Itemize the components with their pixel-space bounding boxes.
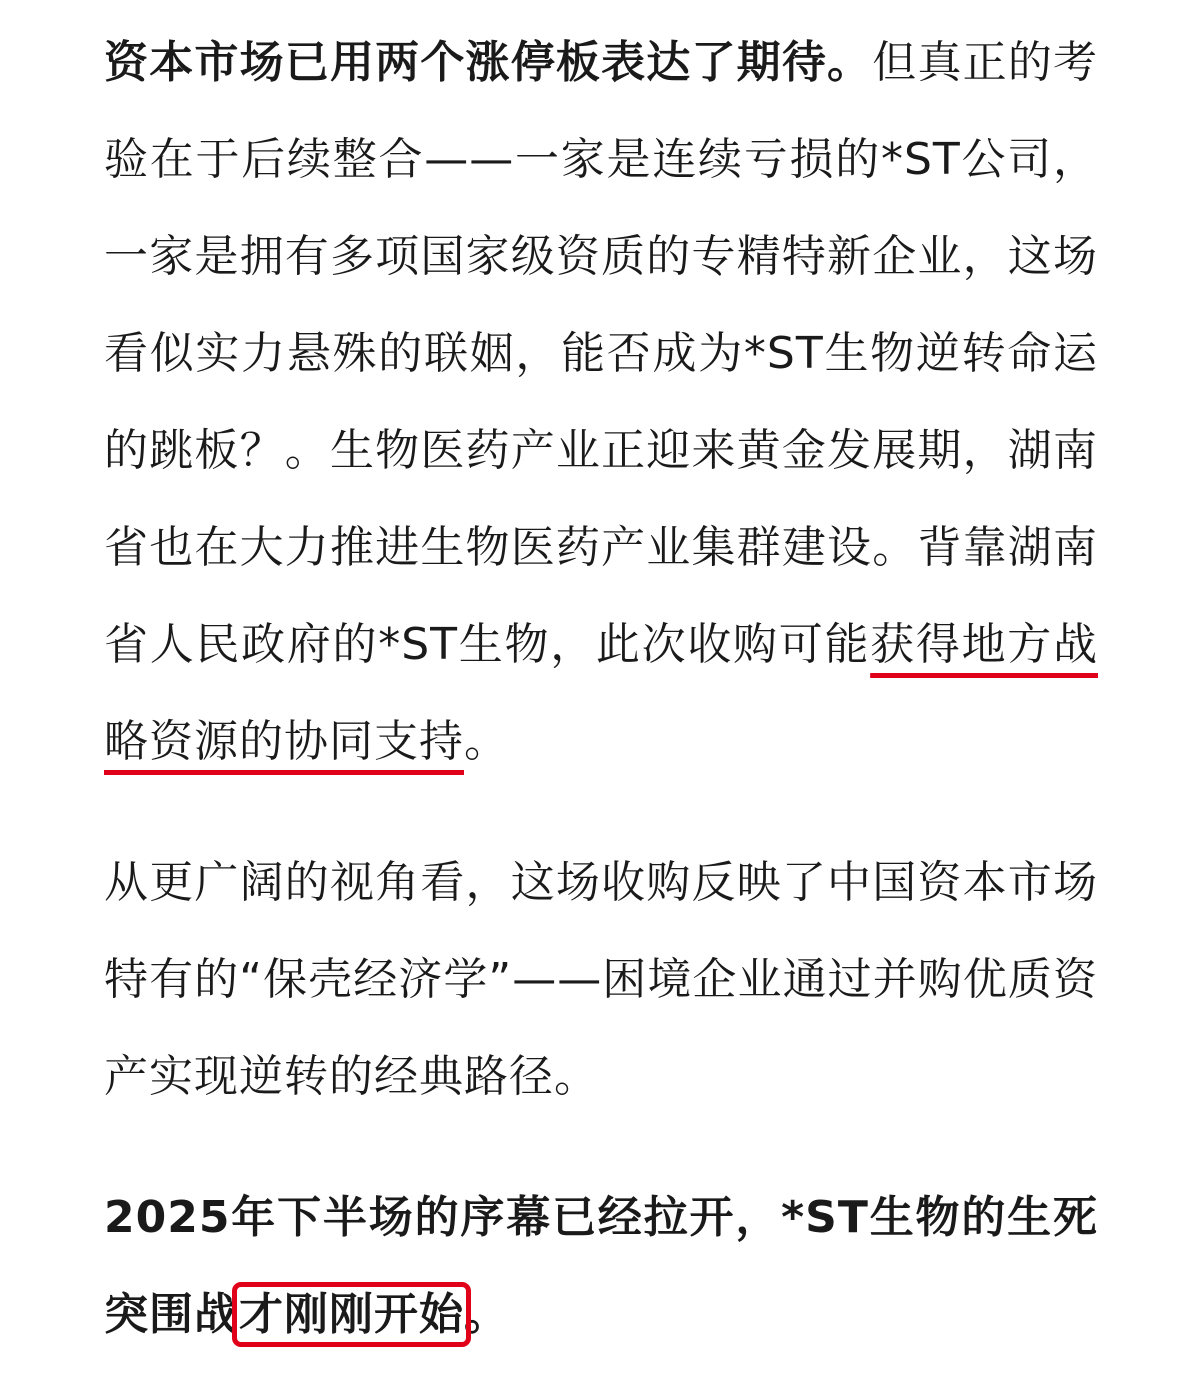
underlined-phrase: 获得地方战略资源的协同支持 [104,619,1098,767]
paragraph-3 [104,1169,1098,1363]
paragraph-1-tail: 。 [464,716,509,767]
paragraph-3-tail: 。 [464,1289,509,1340]
paragraph-3-text: 2025年下半场的序幕已经拉开，*ST生物的生死突围战 [104,1192,1098,1340]
paragraph-2-text: 从更广阔的视角看，这场收购反映了中国资本市场特有的“保壳经济学”——困境企业通过并购优质资产实现逆转的经典路径。 [104,857,1098,1102]
paragraph-1-text: 但真正的考验在于后续整合——一家是连续亏损的*ST公司，一家是拥有多项国家级资质的专精特新企业，这场看似实力悬殊的联姻，能否成为*ST生物逆转命运的跳板？。生物医药产业正迎来黄金发展期，湖南省也在大力推进生物医药产业集群建设。背靠湖南省人民政府的*ST生物，此次收购可能 [104,37,1099,670]
paragraph-1 [104,14,1098,790]
article-body [104,14,1098,1363]
lead-sentence: 资本市场已用两个涨停板表达了期待。 [104,37,873,88]
paragraph-2 [104,834,1098,1125]
boxed-phrase: 才刚刚开始 [239,1289,464,1340]
